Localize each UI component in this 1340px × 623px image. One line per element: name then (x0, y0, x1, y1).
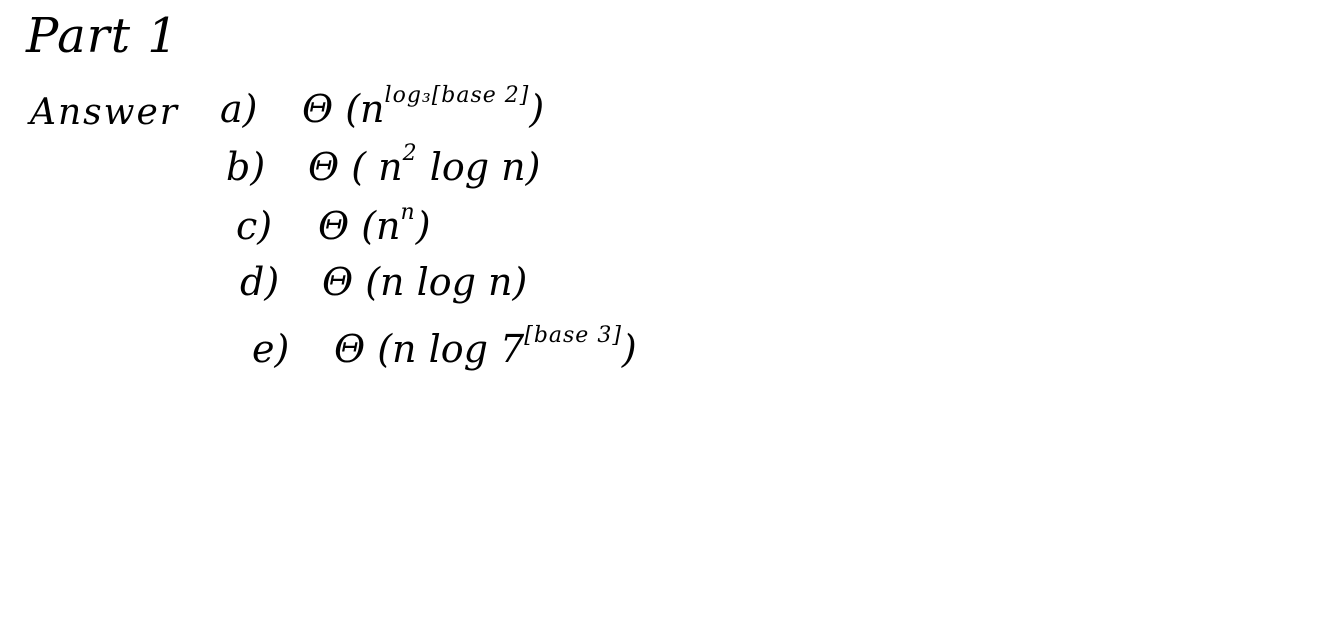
answer-close: ) (415, 204, 431, 248)
answer-item-label: e) (252, 327, 290, 371)
answer-label: Answer (30, 92, 179, 133)
answer-exponent: [base 3] (524, 323, 622, 349)
answer-exponent: n (400, 200, 416, 226)
answer-row-c (236, 200, 431, 248)
answer-exponent: 2 (402, 141, 418, 167)
answer-item-label: a) (220, 87, 258, 131)
answer-close: ) (621, 327, 637, 371)
answer-item-label: d) (240, 260, 280, 304)
answer-row-a (220, 83, 545, 131)
answer-exponent: log₃[base 2] (384, 83, 530, 109)
answer-row-e (252, 323, 637, 371)
answer-row-d (240, 260, 528, 304)
answer-expression: Θ ( n (308, 145, 403, 189)
answer-expression: Θ (n (318, 204, 401, 248)
answer-close: log n) (417, 145, 541, 189)
page-title: Part 1 (26, 8, 179, 64)
answer-expression: Θ (n log n) (322, 260, 528, 304)
answer-close: ) (529, 87, 545, 131)
answer-expression: Θ (n log 7 (334, 327, 525, 371)
answer-item-label: c) (236, 204, 273, 248)
answer-item-label: b) (226, 145, 266, 189)
answer-row-b (226, 141, 541, 189)
answer-expression: Θ (n (302, 87, 385, 131)
